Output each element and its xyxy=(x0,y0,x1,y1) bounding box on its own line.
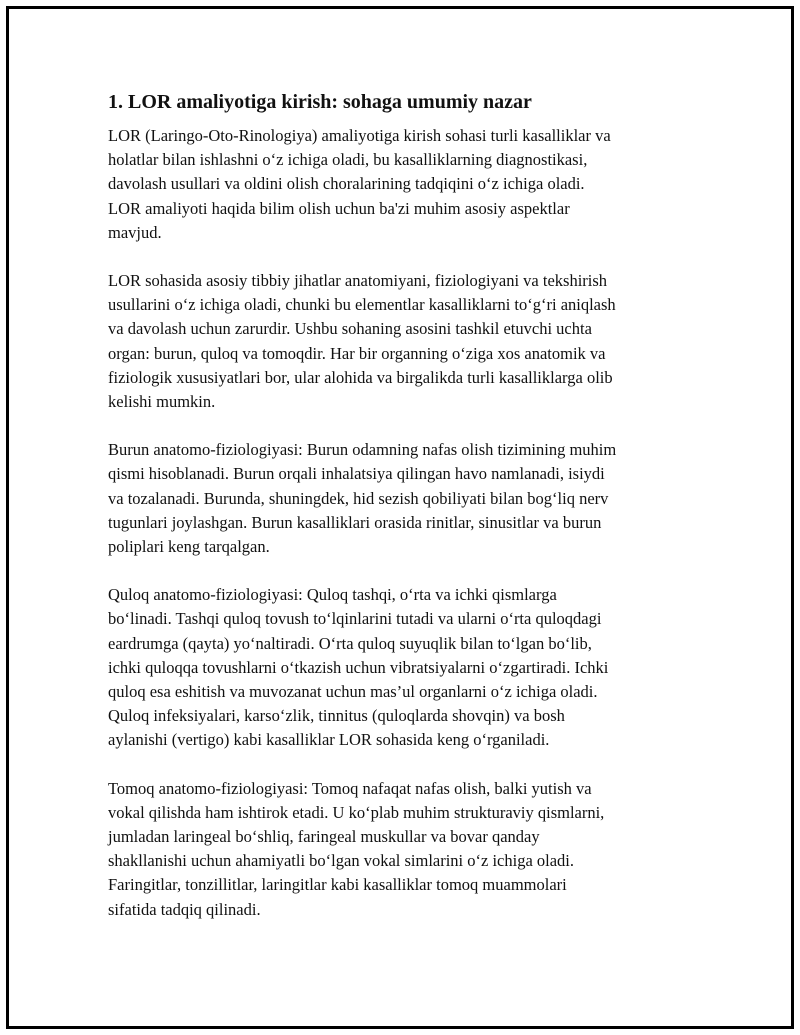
text-line: quloq esa eshitish va muvozanat uchun mas’ul organlarni o‘z ichiga oladi. xyxy=(108,682,598,702)
text-line: aylanishi (vertigo) kabi kasalliklar LOR sohasida keng o‘rganiladi. xyxy=(108,730,550,750)
text-line: LOR sohasida asosiy tibbiy jihatlar anatomiyani, fiziologiyani va tekshirish xyxy=(108,271,608,291)
text-line: Faringitlar, tonzillitlar, laringitlar kabi kasalliklar tomoq muammolari xyxy=(108,875,567,895)
text-line: kelishi mumkin. xyxy=(108,392,216,412)
text-line: Quloq anatomo-fiziologiyasi: Quloq tashqi, o‘rta va ichki qismlarga xyxy=(108,585,557,605)
text-line: LOR amaliyoti haqida bilim olish uchun ba'zi muhim asosiy aspektlar xyxy=(108,198,570,218)
text-line: Tomoq anatomo-fiziologiyasi: Tomoq nafaqat nafas olish, balki yutish va xyxy=(108,778,592,798)
paragraph-throat xyxy=(108,777,698,922)
paragraph-nose xyxy=(108,438,698,559)
section-heading: 1. LOR amaliyotiga kirish: sohaga umumiy nazar xyxy=(108,91,532,113)
text-line: qismi hisoblanadi. Burun orqali inhalatsiya qilingan havo namlanadi, isiydi xyxy=(108,464,605,484)
text-line: tugunlari joylashgan. Burun kasalliklari orasida rinitlar, sinusitlar va burun xyxy=(108,512,602,532)
text-line: davolash usullari va oldini olish choralarining tadqiqini o‘z ichiga oladi. xyxy=(108,174,585,194)
text-line: LOR (Laringo-Oto-Rinologiya) amaliyotiga kirish sohasi turli kasalliklar va xyxy=(108,126,611,145)
text-line: mavjud. xyxy=(108,222,162,242)
text-line: poliplari keng tarqalgan. xyxy=(108,537,270,557)
text-line: holatlar bilan ishlashni o‘z ichiga oladi, bu kasalliklarning diagnostikasi, xyxy=(108,150,588,170)
text-line: sifatida tadqiq qilinadi. xyxy=(108,899,261,919)
text-line: shakllanishi uchun ahamiyatli bo‘lgan vokal simlarini o‘z ichiga oladi. xyxy=(108,851,575,871)
document-body xyxy=(108,90,698,946)
paragraph-ear xyxy=(108,583,698,752)
text-line: usullarini o‘z ichiga oladi, chunki bu elementlar kasalliklarni to‘g‘ri aniqlash xyxy=(108,295,616,315)
text-line: Quloq infeksiyalari, karso‘zlik, tinnitus (quloqlarda shovqin) va bosh xyxy=(108,706,565,726)
text-line: jumladan laringeal bo‘shliq, faringeal muskullar va bovar qanday xyxy=(108,827,540,847)
paragraph-intro xyxy=(108,124,698,245)
text-line: vokal qilishda ham ishtirok etadi. U ko‘plab muhim strukturaviy qismlarni, xyxy=(108,802,605,822)
text-line: fiziologik xususiyatlari bor, ular alohida va birgalikda turli kasalliklarga olib xyxy=(108,367,613,387)
text-line: Burun anatomo-fiziologiyasi: Burun odamning nafas olish tizimining muhim xyxy=(108,440,617,460)
text-line: va tozalanadi. Burunda, shuningdek, hid sezish qobiliyati bilan bog‘liq nerv xyxy=(108,488,609,508)
text-line: eardrumga (qayta) yo‘naltiradi. O‘rta quloq suyuqlik bilan to‘lgan bo‘lib, xyxy=(108,633,592,653)
text-line: bo‘linadi. Tashqi quloq tovush to‘lqinlarini tutadi va ularni o‘rta quloqdagi xyxy=(108,609,602,629)
text-line: va davolash uchun zarurdir. Ushbu sohaning asosini tashkil etuvchi uchta xyxy=(108,319,592,339)
text-line: organ: burun, quloq va tomoqdir. Har bir organning o‘ziga xos anatomik va xyxy=(108,343,606,363)
paragraph-medical-aspects xyxy=(108,269,698,414)
text-line: ichki quloqqa tovushlarni o‘tkazish uchun vibratsiyalarni o‘zgartiradi. Ichki xyxy=(108,657,609,677)
